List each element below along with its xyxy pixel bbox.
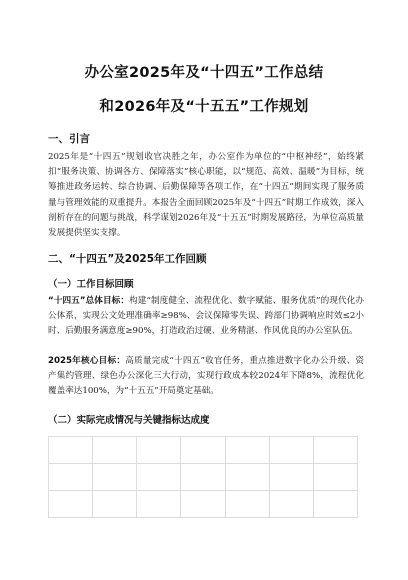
table-cell: [137, 464, 181, 491]
table-cell: [49, 464, 93, 491]
indicator-table: [48, 436, 358, 518]
table-cell: [181, 437, 225, 464]
table-cell: [225, 491, 269, 518]
section1-paragraph: 2025年是“十四五”规划收官决胜之年，办公室作为单位的“中枢神经”，始终紧扣“服务决策、协调各方、保障落实”核心职能，以“规范、高效、温暖”为目标，统筹推进政务运转、综合协调、后勤保障等各项工作，在“十四五”期间实现了服务质量与管理效能的双重提升。本报告全面回顾2025年及“十四五”时期工作成效，深入剖析存在的问题与挑战，科学谋划2026年及“十五五”时期发展路径，为单位高质量发展提供坚实支撑。: [48, 152, 364, 239]
table-cell: [269, 464, 313, 491]
goal-overall-text: 构建“制度健全、流程优化、数字赋能、服务优质”的现代化办公体系，实现公文处理准确率≥98%、会议保障零失误、跨部门协调响应时效≤2小时、后勤服务满意度≥90%，打造政治过硬、业务精湛、作风优良的办公室队伍。: [48, 296, 365, 337]
table-cell: [313, 491, 357, 518]
table-cell: [181, 491, 225, 518]
table-cell: [137, 437, 181, 464]
subsection1-heading: （一）工作目标回顾: [48, 279, 134, 290]
table-row: [49, 437, 358, 464]
goal-overall-label: “十四五”总体目标：: [48, 296, 130, 306]
table-cell: [269, 437, 313, 464]
document-title-line2: 和2026年及“十五五”工作规划: [99, 99, 309, 115]
table-cell: [93, 437, 137, 464]
subsection2-heading: （二）实际完成情况与关键指标达成度: [48, 415, 210, 426]
goal-2025-text: 高质量完成“十四五”收官任务，重点推进数字化办公升级、资产集约管理、绿色办公深化三大行动，实现行政成本较2024年下降8%，流程优化覆盖率达100%，为“十五五”开局奠定基础。: [48, 356, 364, 397]
table-cell: [313, 437, 357, 464]
table-cell: [269, 491, 313, 518]
table-cell: [49, 491, 93, 518]
table-row: [49, 464, 358, 491]
table-cell: [181, 464, 225, 491]
table-cell: [49, 437, 93, 464]
goal-2025-label: 2025年核心目标：: [48, 356, 126, 366]
table-cell: [225, 464, 269, 491]
table-cell: [313, 464, 357, 491]
table-cell: [137, 491, 181, 518]
document-title-line1: 办公室2025年及“十四五”工作总结: [84, 65, 324, 81]
section1-heading: 一、引言: [48, 133, 90, 145]
goal-2025-paragraph: [48, 354, 364, 400]
section2-heading: 二、“十四五”及2025年工作回顾: [48, 253, 207, 265]
table-cell: [225, 437, 269, 464]
table-cell: [93, 464, 137, 491]
table-row: [49, 491, 358, 518]
table-cell: [93, 491, 137, 518]
goal-overall-paragraph: [48, 294, 364, 340]
